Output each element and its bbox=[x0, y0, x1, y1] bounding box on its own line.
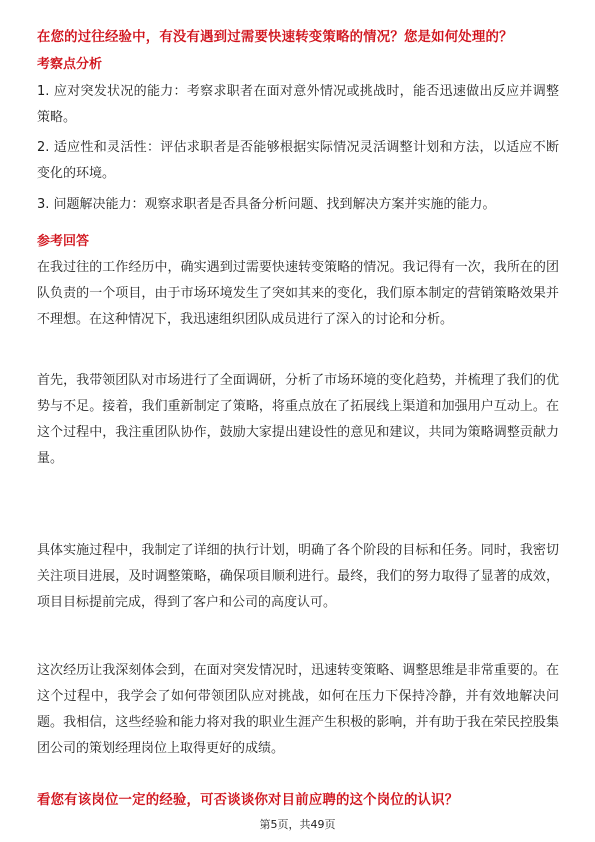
answer-paragraph: 首先，我带领团队对市场进行了全面调研，分析了市场环境的变化趋势，并梳理了我们的优势与不足。接着，我们重新制定了策略，将重点放在了拓展线上渠道和加强用户互动上。在这个过程中，我注重团队协作，鼓励大家提出建设性的意见和建议，共同为策略调整贡献力量。 bbox=[37, 373, 559, 466]
question-heading: 在您的过往经验中，有没有遇到过需要快速转变策略的情况？您是如何处理的？ bbox=[37, 30, 513, 45]
answer-paragraph: 在我过往的工作经历中，确实遇到过需要快速转变策略的情况。我记得有一次，我所在的团队负责的一个项目，由于市场环境发生了突如其来的变化，我们原本制定的营销策略效果并不理想。在这种情况下，我迅速组织团队成员进行了深入的讨论和分析。 bbox=[37, 260, 559, 327]
page-number: 第5页，共49页 bbox=[259, 818, 336, 831]
analysis-point: 1. 应对突发状况的能力：考察求职者在面对意外情况或挑战时，能否迅速做出反应并调整策略。 bbox=[37, 84, 559, 125]
analysis-heading: 考察点分析 bbox=[37, 57, 103, 72]
analysis-point: 3. 问题解决能力：观察求职者是否具备分析问题、找到解决方案并实施的能力。 bbox=[37, 197, 496, 212]
answer-paragraph: 这次经历让我深刻体会到，在面对突发情况时，迅速转变策略、调整思维是非常重要的。在这个过程中，我学会了如何带领团队应对挑战，如何在压力下保持冷静，并有效地解决问题。我相信，这些经验和能力将对我的职业生涯产生积极的影响，并有助于我在荣民控股集团公司的策划经理岗位上取得更好的成绩。 bbox=[37, 663, 559, 756]
analysis-point: 2. 适应性和灵活性：评估求职者是否能够根据实际情况灵活调整计划和方法，以适应不断变化的环境。 bbox=[37, 140, 559, 181]
next-question-heading: 看您有该岗位一定的经验，可否谈谈你对目前应聘的这个岗位的认识？ bbox=[37, 793, 459, 808]
answer-heading: 参考回答 bbox=[37, 234, 90, 249]
answer-paragraph: 具体实施过程中，我制定了详细的执行计划，明确了各个阶段的目标和任务。同时，我密切关注项目进展，及时调整策略，确保项目顺利进行。最终，我们的努力取得了显著的成效，项目目标提前完成，得到了客户和公司的高度认可。 bbox=[37, 543, 559, 610]
